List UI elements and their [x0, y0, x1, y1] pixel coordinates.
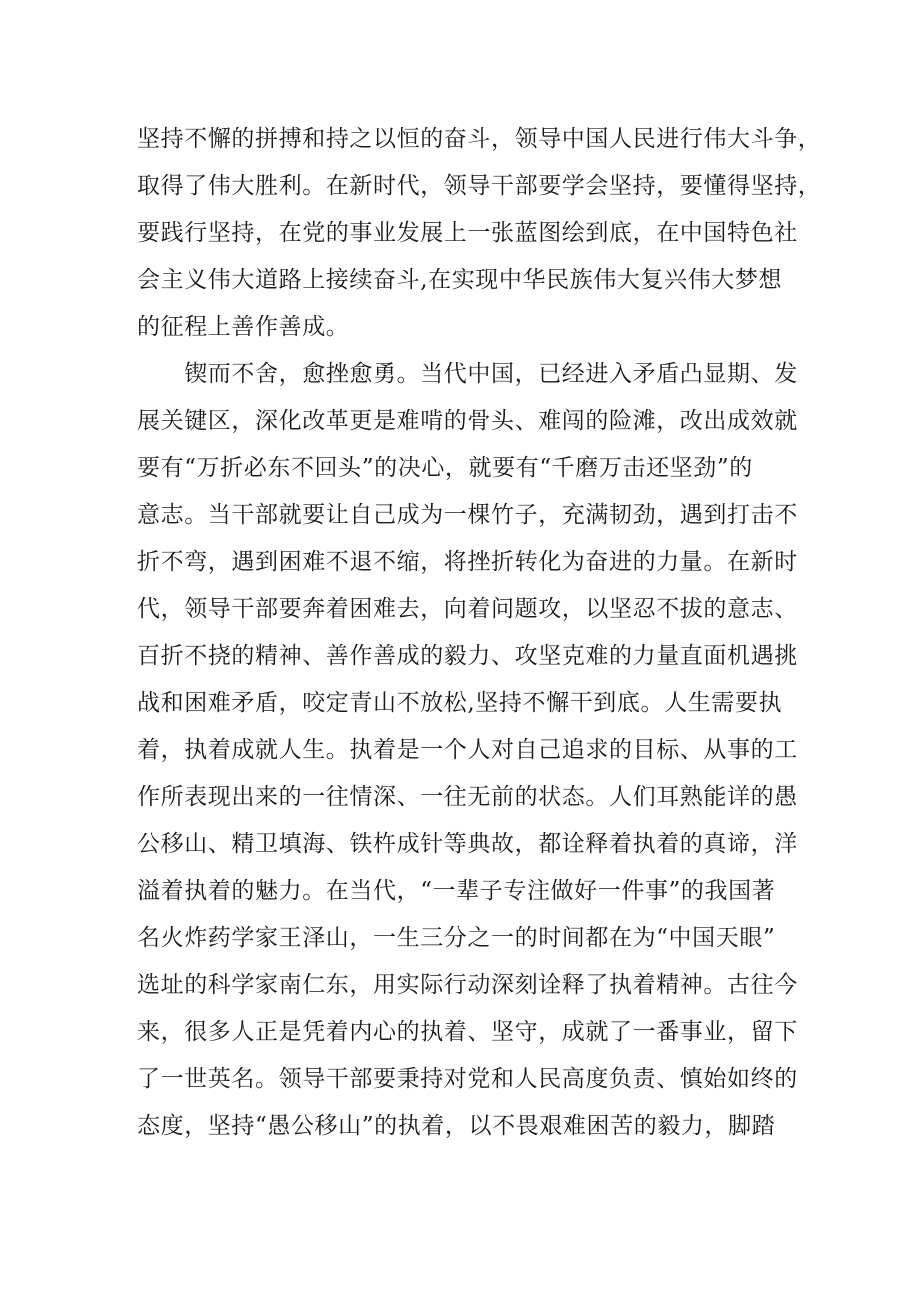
text-line: 会主义伟大道路上接续奋斗,在实现中华民族伟大复兴伟大梦想 [137, 267, 783, 293]
text-line: 取得了伟大胜利。在新时代，领导干部要学会坚持，要懂得坚持， [137, 173, 822, 199]
text-line: 锲而不舍，愈挫愈勇。当代中国，已经进入矛盾凸显期、发 [137, 361, 798, 387]
text-line: 坚持不懈的拼搏和持之以恒的奋斗，领导中国人民进行伟大斗争， [137, 126, 822, 152]
text-line: 来，很多人正是凭着内心的执着、坚守，成就了一番事业，留下 [137, 1019, 798, 1045]
text-line: 折不弯，遇到困难不退不缩，将挫折转化为奋进的力量。在新时 [137, 549, 798, 575]
body-text [137, 116, 822, 1150]
text-line: 战和困难矛盾，咬定青山不放松,坚持不懈干到底。人生需要执 [137, 690, 783, 716]
text-line: 着，执着成就人生。执着是一个人对自己追求的目标、从事的工 [137, 737, 798, 763]
text-line: 作所表现出来的一往情深、一往无前的状态。人们耳熟能详的愚 [137, 784, 798, 810]
text-line: 了一世英名。领导干部要秉持对党和人民高度负责、慎始如终的 [137, 1066, 798, 1092]
text-line: 态度，坚持“愚公移山”的执着，以不畏艰难困苦的毅力，脚踏 [137, 1113, 776, 1139]
text-line: 名火炸药学家王泽山，一生三分之一的时间都在为“中国天眼” [137, 925, 776, 951]
text-line: 的征程上善作善成。 [137, 314, 350, 340]
text-line: 展关键区，深化改革更是难啃的骨头、难闯的险滩，改出成效就 [137, 408, 798, 434]
text-line: 要有“万折必东不回头”的决心，就要有“千磨万击还坚劲”的 [137, 455, 753, 481]
text-line: 溢着执着的魅力。在当代，“一辈子专注做好一件事”的我国著 [137, 878, 776, 904]
text-line: 选址的科学家南仁东，用实际行动深刻诠释了执着精神。古往今 [137, 972, 798, 998]
text-line: 代，领导干部要奔着困难去，向着问题攻，以坚忍不拔的意志、 [137, 596, 798, 622]
text-line: 百折不挠的精神、善作善成的毅力、攻坚克难的力量直面机遇挑 [137, 643, 798, 669]
text-line: 意志。当干部就要让自己成为一棵竹子，充满韧劲，遇到打击不 [137, 502, 798, 528]
text-line: 公移山、精卫填海、铁杵成针等典故，都诠释着执着的真谛，洋 [137, 831, 798, 857]
text-line: 要践行坚持，在党的事业发展上一张蓝图绘到底，在中国特色社 [137, 220, 798, 246]
